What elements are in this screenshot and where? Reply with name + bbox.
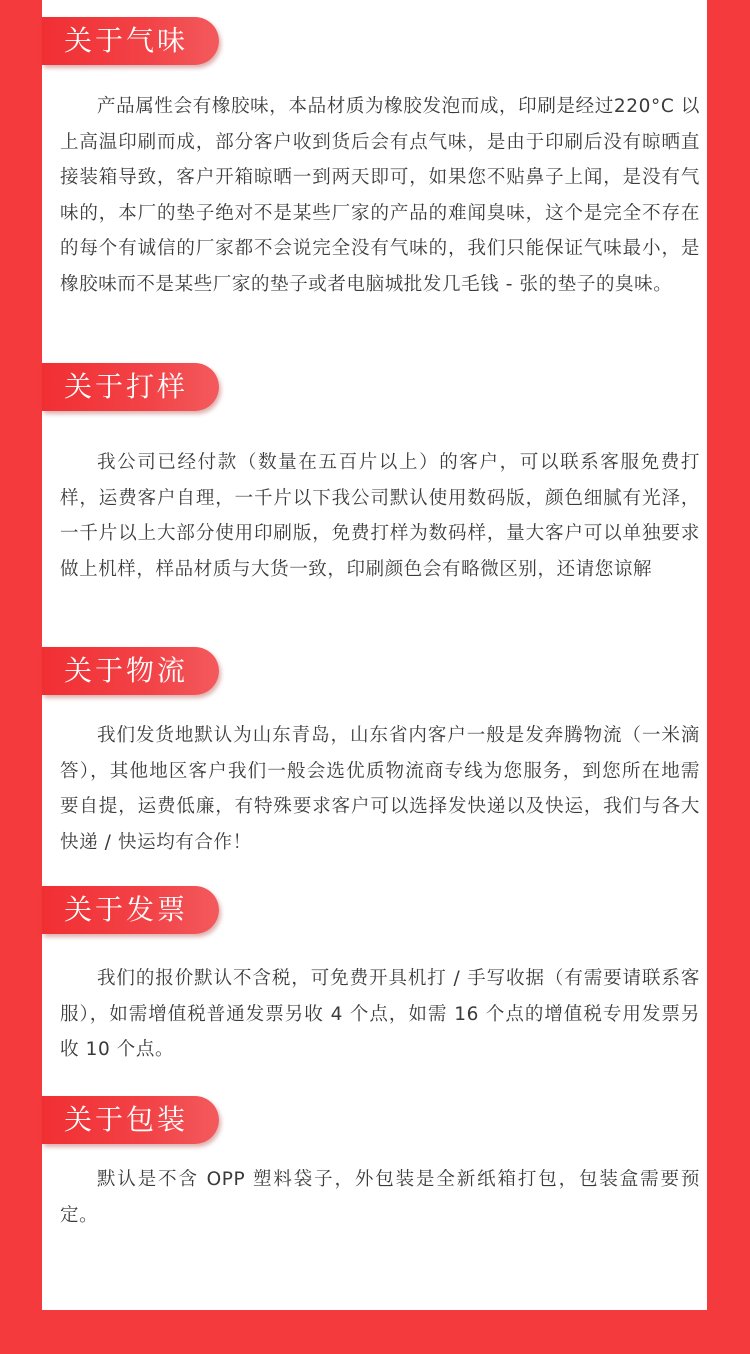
section-title-invoice: 关于发票 (42, 886, 219, 934)
section-body-packaging: 默认是不含 OPP 塑料袋子，外包装是全新纸箱打包，包装盒需要预定。 (60, 1169, 700, 1226)
section-body-smell: 产品属性会有橡胶味，本品材质为橡胶发泡而成，印刷是经过220°C 以上高温印刷而成，部分客户收到货后会有点气味，是由于印刷后没有晾晒直接装箱导致，客户开箱晾晒一到两天即可，如果您不贴鼻子上闻，是没有气味的，本厂的垫子绝对不是某些厂家的产品的难闻臭味，这个是完全不存在的每个有诚信的厂家都不会说完全没有气味的，我们只能保证气味最小，是橡胶味而不是某些厂家的垫子或者电脑城批发几毛钱 - 张的垫子的臭味。 (60, 96, 700, 295)
section-body-invoice: 我们的报价默认不含税，可免费开具机打 / 手写收据（有需要请联系客服），如需增值税普通发票另收 4 个点，如需 16 个点的增值税专用发票另收 10 个点。 (60, 968, 700, 1060)
section-title-packaging: 关于包装 (42, 1096, 219, 1144)
section-body-sampling: 我公司已经付款（数量在五百片以上）的客户，可以联系客服免费打样，运费客户自理，一千片以下我公司默认使用数码版，颜色细腻有光泽，一千片以上大部分使用印刷版，免费打样为数码样，量大客户可以单独要求做上机样，样品材质与大货一致，印刷颜色会有略微区别，还请您谅解 (60, 452, 700, 580)
section-body-logistics: 我们发货地默认为山东青岛，山东省内客户一般是发奔腾物流（一米滴答），其他地区客户我们一般会选优质物流商专线为您服务，到您所在地需要自提，运费低廉，有特殊要求客户可以选择发快递以及快运，我们与各大快递 / 快运均有合作！ (60, 725, 700, 853)
section-title-logistics: 关于物流 (42, 647, 219, 695)
section-title-sampling: 关于打样 (42, 363, 219, 411)
section-title-smell: 关于气味 (42, 17, 219, 65)
